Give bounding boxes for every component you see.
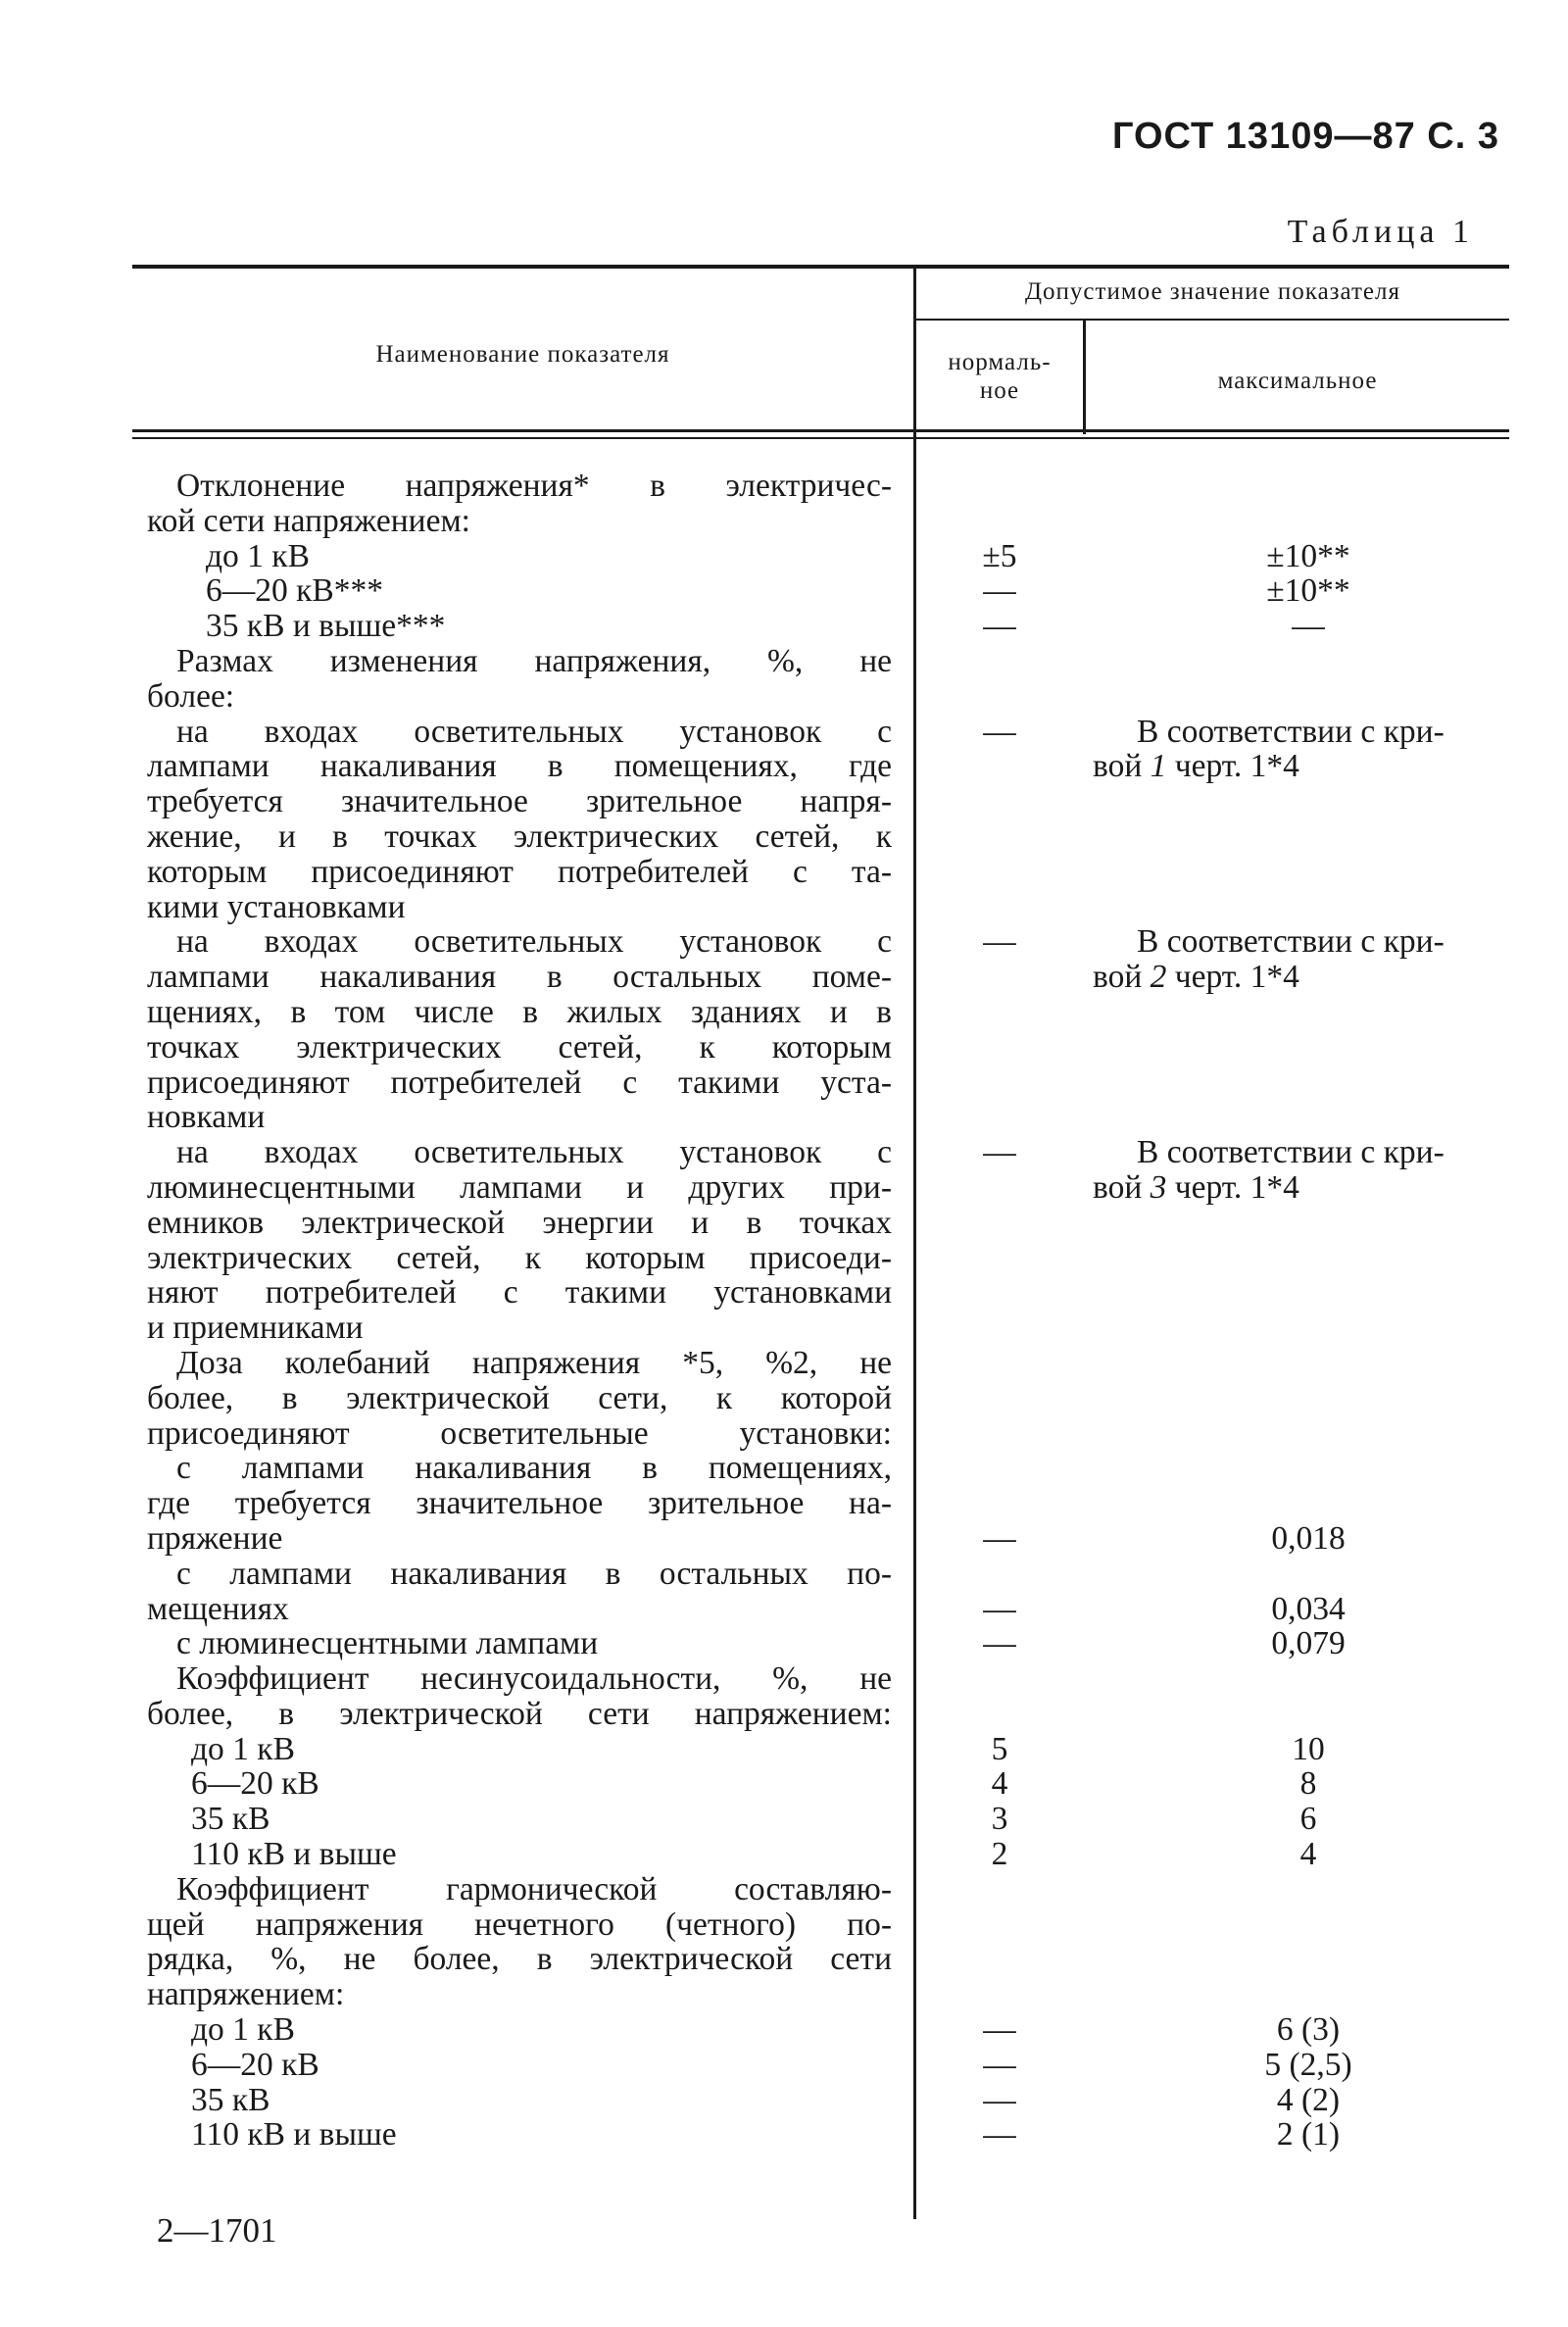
normal-value: 2 (991, 1836, 1008, 1873)
text-line: требуется значительное зрительное напря- (147, 783, 892, 820)
text-line: 6—20 кВ (191, 1765, 319, 1803)
text-line: няют потребителей с такими установками (147, 1274, 892, 1312)
curve-ref-line2 (1093, 749, 1524, 784)
column-header-max: максимальное (1217, 368, 1378, 394)
normal-value (921, 1170, 1078, 1206)
normal-value (921, 1100, 1078, 1135)
normal-value: — (983, 2011, 1016, 2049)
text-line: присоединяют потребителей с такими уста- (147, 1064, 892, 1101)
normal-value (921, 1416, 1078, 1452)
curve-ref-drawing: черт. 1*4 (1174, 1168, 1299, 1206)
text-line: до 1 кВ (206, 537, 310, 574)
normal-value: — (983, 572, 1016, 610)
column-header-allowed-value: Допустимое значение показателя (1025, 278, 1400, 305)
normal-value: 3 (991, 1801, 1008, 1838)
text-line: на входах осветительных установок с (176, 923, 892, 961)
normal-value: — (983, 713, 1016, 750)
text-line: рядка, %, не более, в электрической сети (147, 1941, 892, 1978)
max-value: 2 (1) (1276, 2116, 1341, 2154)
curve-number: 2 (1150, 959, 1167, 996)
max-value: 0,034 (1271, 1590, 1346, 1627)
column-divider-1 (913, 269, 916, 2219)
text-line: Размах изменения напряжения, %, не (176, 642, 892, 679)
text-line: 35 кВ (191, 2081, 270, 2118)
normal-value (921, 960, 1078, 995)
normal-value: 5 (991, 1730, 1008, 1767)
normal-value (921, 855, 1078, 890)
text-line: Отклонение напряжения* в электричес- (176, 468, 892, 504)
page-footer-code: 2—1701 (157, 2211, 277, 2250)
curve-ref-line1: В соответствии с кри- (1137, 1134, 1445, 1171)
normal-value (921, 1661, 1078, 1697)
normal-value (921, 1241, 1078, 1276)
normal-value (921, 1381, 1078, 1416)
normal-value: — (983, 608, 1016, 645)
normal-value: — (983, 1519, 1016, 1557)
text-line: точках электрических сетей, к которым (147, 1028, 892, 1065)
normal-value (921, 1346, 1078, 1381)
column-header-normal-line2: ное (979, 377, 1020, 404)
normal-value (921, 469, 1078, 504)
normal-value (921, 1977, 1078, 2012)
normal-value (921, 1942, 1078, 1977)
normal-value (921, 1872, 1078, 1907)
normal-value (921, 1697, 1078, 1732)
text-line: новками (147, 1099, 266, 1136)
text-line: с лампами накаливания в помещениях, (176, 1450, 892, 1487)
max-value: 5 (2,5) (1264, 2046, 1352, 2083)
max-value: ±10** (1266, 572, 1350, 610)
text-line: Коэффициент несинусоидальности, %, не (176, 1660, 892, 1698)
text-line: и приемниками (147, 1310, 364, 1347)
column-header-normal (916, 348, 1083, 405)
text-line: более, в электрической сети, к которой (147, 1379, 892, 1416)
column-header-name: Наименование показателя (375, 341, 670, 368)
max-value: 6 (3) (1276, 2011, 1341, 2049)
normal-value (921, 1486, 1078, 1521)
text-line: люминесцентными лампами и других при- (147, 1168, 892, 1206)
max-value: — (1292, 608, 1325, 645)
max-values-column (1093, 469, 1524, 2153)
max-value: 8 (1299, 1765, 1317, 1803)
text-line: жение, и в точках электрических сетей, к (147, 817, 892, 855)
text-line: которым присоединяют потребителей с та- (147, 853, 892, 890)
text-line: кой сети напряжением: (147, 502, 470, 539)
normal-value (921, 890, 1078, 925)
curve-ref-line2 (1093, 1170, 1524, 1206)
normal-value: — (983, 1590, 1016, 1627)
normal-value (921, 644, 1078, 679)
curve-ref-line1: В соответствии с кри- (1137, 923, 1445, 961)
normal-value: ±5 (982, 537, 1017, 574)
text-line: на входах осветительных установок с (176, 1134, 892, 1171)
normal-value (921, 1030, 1078, 1065)
text-line: с люминесцентными лампами (176, 1625, 599, 1662)
max-value: 10 (1292, 1730, 1325, 1767)
text-line: более: (147, 677, 235, 715)
curve-ref-word: вой (1093, 1168, 1143, 1206)
normal-value (921, 1275, 1078, 1311)
text-line: емников электрической энергии и в точках (147, 1204, 892, 1241)
column-header-normal-line1: нормаль- (948, 349, 1052, 375)
header-sub-rule (916, 319, 1509, 321)
curve-ref-drawing: черт. 1*4 (1174, 748, 1299, 785)
indicator-names-column (147, 469, 892, 2153)
normal-value (921, 1451, 1078, 1486)
curve-number: 3 (1150, 1168, 1167, 1206)
text-line: кими установками (147, 888, 406, 925)
normal-value: — (983, 1134, 1016, 1171)
normal-value: — (983, 1625, 1016, 1662)
page-header-code: ГОСТ 13109—87 С. 3 (1111, 116, 1499, 157)
curve-ref-word: вой (1093, 959, 1143, 996)
curve-ref-word: вой (1093, 748, 1143, 785)
table-top-rule (132, 265, 1509, 269)
normal-value: 4 (991, 1765, 1008, 1803)
normal-value (921, 1065, 1078, 1101)
text-line: где требуется значительное зрительное на- (147, 1485, 892, 1522)
normal-value (921, 819, 1078, 855)
text-line: щей напряжения нечетного (четного) по- (147, 1906, 892, 1943)
normal-value (921, 1311, 1078, 1346)
max-value: 0,018 (1271, 1519, 1346, 1557)
normal-value (921, 1206, 1078, 1241)
text-line: 6—20 кВ*** (206, 572, 383, 610)
normal-value: — (983, 2081, 1016, 2118)
text-line: напряжением: (147, 1976, 345, 2013)
max-value: 4 (2) (1276, 2081, 1341, 2118)
text-line: лампами накаливания в помещениях, где (147, 748, 892, 785)
curve-ref-drawing: черт. 1*4 (1174, 959, 1299, 996)
max-value: 6 (1299, 1801, 1317, 1838)
text-line: до 1 кВ (191, 1730, 295, 1767)
text-line: более, в электрической сети напряжением: (147, 1695, 892, 1732)
curve-ref-line2 (1093, 960, 1524, 995)
text-line: мещениях (147, 1590, 289, 1627)
normal-value (921, 1907, 1078, 1943)
max-value: ±10** (1266, 537, 1350, 574)
normal-value: — (983, 2046, 1016, 2083)
normal-value (921, 749, 1078, 784)
max-value: 0,079 (1271, 1625, 1346, 1662)
text-line: Доза колебаний напряжения *5, %2, не (176, 1344, 892, 1381)
normal-value: — (983, 923, 1016, 961)
header-bottom-rule-2 (132, 437, 1509, 439)
header-bottom-rule-1 (132, 429, 1509, 432)
text-line: электрических сетей, к которым присоеди- (147, 1239, 892, 1276)
text-line: до 1 кВ (191, 2011, 295, 2049)
max-value: 4 (1299, 1836, 1317, 1873)
normal-value (921, 1557, 1078, 1592)
text-line: 6—20 кВ (191, 2046, 319, 2083)
text-line: с лампами накаливания в остальных по- (176, 1555, 892, 1592)
text-line: Коэффициент гармонической составляю- (176, 1870, 892, 1907)
curve-ref-line1: В соответствии с кри- (1137, 713, 1445, 750)
normal-value (921, 679, 1078, 715)
table-caption: Таблица 1 (1287, 214, 1474, 250)
text-line: 110 кВ и выше (191, 2116, 397, 2154)
curve-number: 1 (1150, 748, 1167, 785)
text-line: 35 кВ и выше*** (206, 608, 446, 645)
text-line: щениях, в том числе в жилых зданиях и в (147, 993, 892, 1030)
text-line: 35 кВ (191, 1801, 270, 1838)
text-line: лампами накаливания в остальных поме- (147, 959, 892, 996)
text-line: на входах осветительных установок с (176, 713, 892, 750)
normal-value: — (983, 2116, 1016, 2154)
normal-value (921, 995, 1078, 1030)
normal-value (921, 504, 1078, 539)
normal-value (921, 784, 1078, 819)
text-line: пряжение (147, 1519, 283, 1557)
text-line: присоединяют осветительные установки: (147, 1414, 892, 1452)
normal-values-column (921, 469, 1078, 2153)
text-line: 110 кВ и выше (191, 1836, 397, 1873)
